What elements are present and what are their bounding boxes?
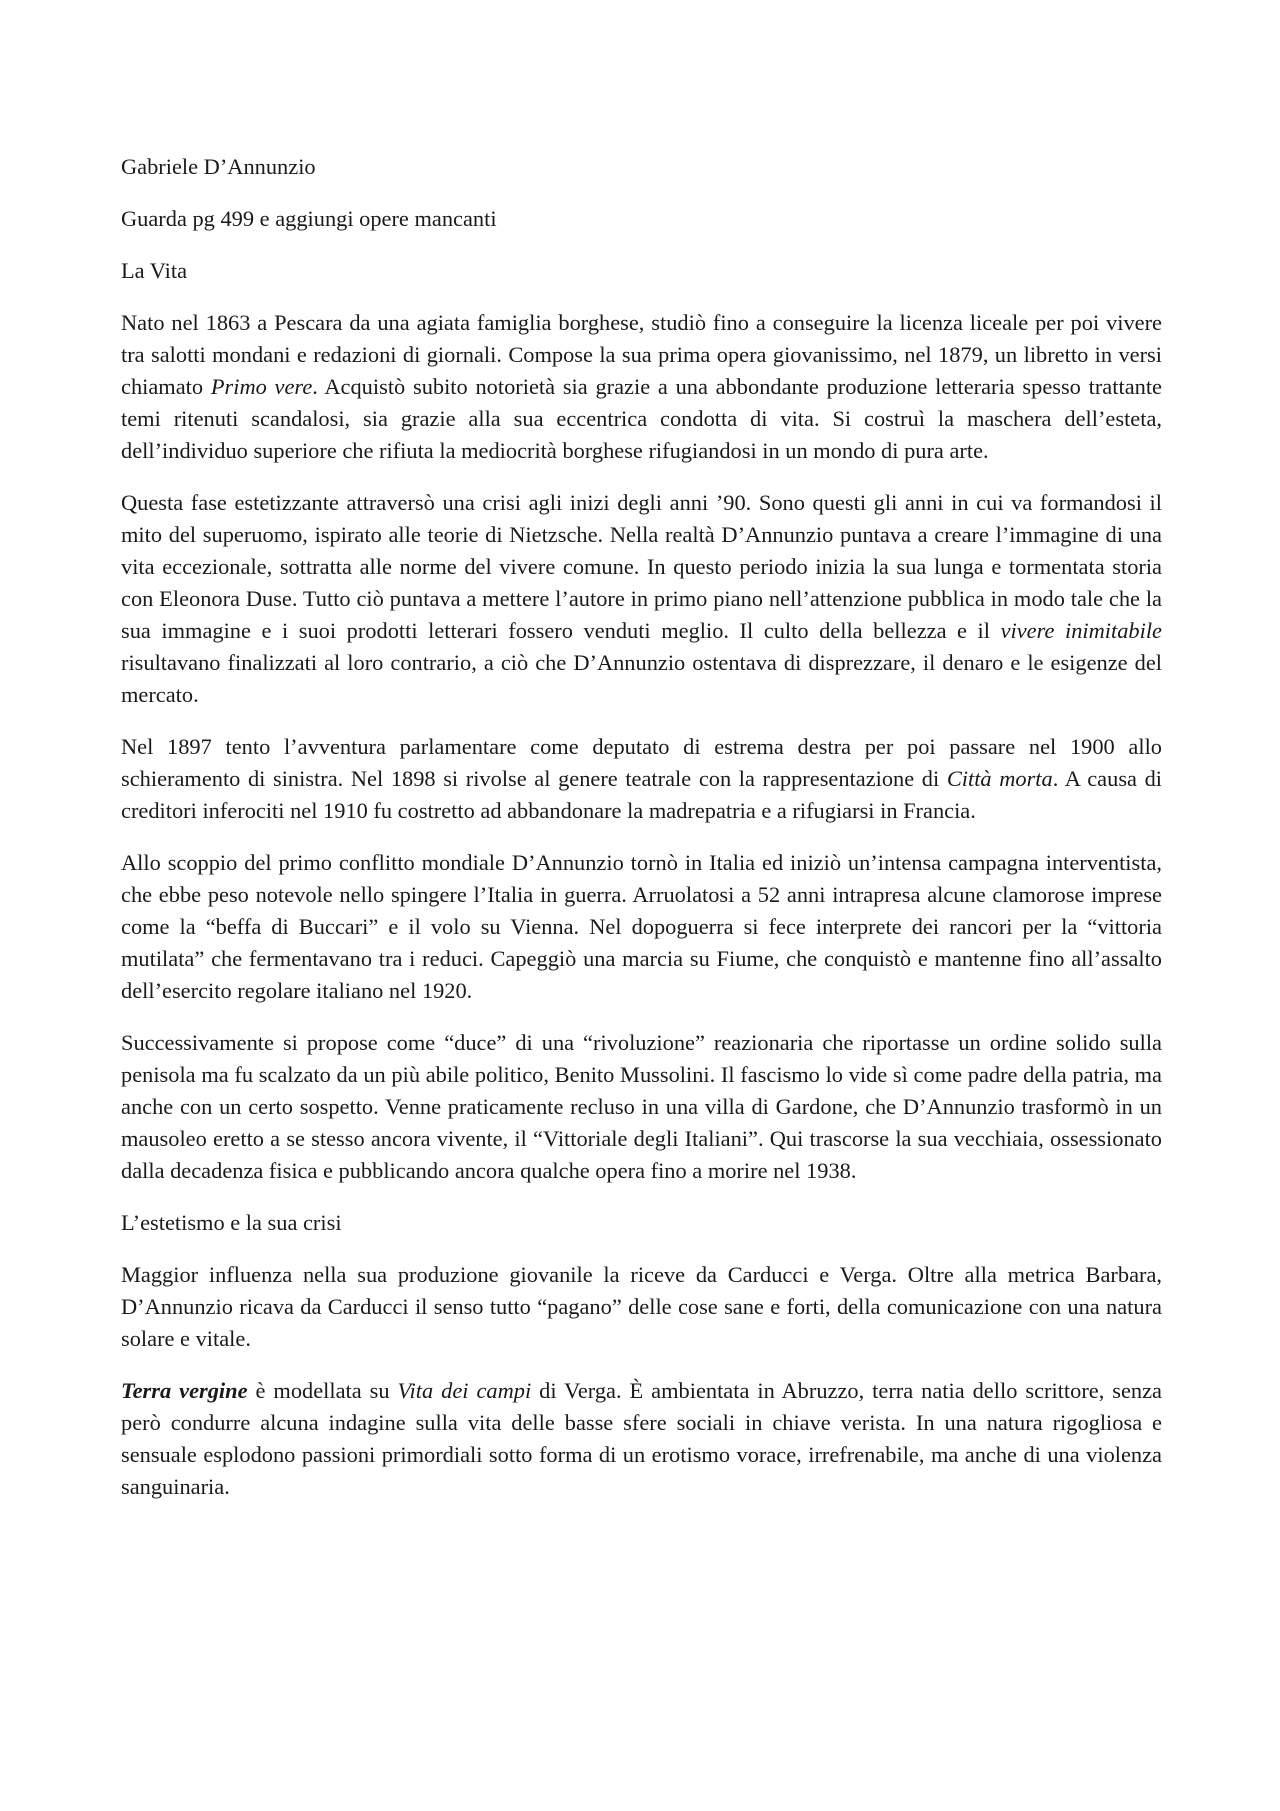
emphasis-vivere-inimitabile: vivere inimitabile [1000,618,1162,643]
paragraph-later-life: Successivamente si propose come “duce” di una “rivoluzione” reazionaria che riportasse un ordine solido sulla penisola ma fu scalzato da un più abile politico, Benito Mussolini. Il fascismo lo vide sì come padre della patria, ma anche con un certo sospetto. Venne praticamente recluso in una villa di Gardone, che D’Annunzio trasformò in un mausoleo eretto a se stesso ancora vivente, il “Vittoriale degli Italiani”. Qui trascorse la sua vecchiaia, ossessionato dalla decadenza fisica e pubblicando ancora qualche opera fino a morire nel 1938. [121,1030,1162,1183]
paragraph-war: Allo scoppio del primo conflitto mondiale D’Annunzio tornò in Italia ed iniziò un’intensa campagna interventista, che ebbe peso notevole nello spingere l’Italia in guerra. Arruolatosi a 52 anni intrapresa alcune clamorose imprese come la “beffa di Buccari” e il volo su Vienna. Nel dopoguerra si fece interprete dei rancori per la “vittoria mutilata” che fermentavano tra i reduci. Capeggiò una marcia su Fiume, che conquistò e mantenne fino all’assalto dell’esercito regolare italiano nel 1920. [121,850,1162,1003]
paragraph-text: Nel 1897 tento l’avventura parlamentare come deputato di estrema destra per poi passare nel 1900 allo schieramento di sinistra. Nel 1898 si rivolse al genere teatrale con la rappresentazione di [121,734,1162,791]
work-title-terra-vergine: Terra vergine [121,1378,248,1403]
paragraph-text: di Verga. È ambientata in Abruzzo, terra natia dello scrittore, senza però condurre alcuna indagine sulla vita delle basse sfere sociali in chiave verista. In una natura rigogliosa e sensuale esplodono passioni primordiali sotto forma di un erotismo vorace, irrefrenabile, ma anche di una violenza sanguinaria. [121,1378,1162,1499]
paragraph-influences: Maggior influenza nella sua produzione giovanile la riceve da Carducci e Verga. Oltre alla metrica Barbara, D’Annunzio ricava da Carducci il senso tutto “pagano” delle cose sane e forti, della comunicazione con una natura solare e vitale. [121,1262,1162,1351]
paragraph-text: è modellata su [247,1378,398,1403]
paragraph-terra-vergine [121,1375,1162,1503]
work-title-vita-dei-campi: Vita dei campi [397,1378,532,1403]
document-title: Gabriele D’Annunzio [121,154,316,179]
paragraph-text: . A causa di creditori inferociti nel 1910 fu costretto ad abbandonare la madrepatria e a rifugiarsi in Francia. [121,766,1162,823]
paragraph-aesthetic-crisis [121,487,1162,711]
document-body [121,151,1162,1523]
paragraph-politics [121,731,1162,827]
section-heading-vita: La Vita [121,258,188,283]
work-title-primo-vere: Primo vere [210,374,313,399]
section-heading-estetismo: L’estetismo e la sua crisi [121,1210,342,1235]
paragraph-text: Questa fase estetizzante attraversò una crisi agli inizi degli anni ’90. Sono questi gli anni in cui va formandosi il mito del superuomo, ispirato alle teorie di Nietzsche. Nella realtà D’Annunzio puntava a creare l’immagine di una vita eccezionale, sottratta alle norme del vivere comune. In questo periodo inizia la sua lunga e tormentata storia con Eleonora Duse. Tutto ciò puntava a mettere l’autore in primo piano nell’attenzione pubblica in modo tale che la sua immagine e i suoi prodotti letterari fossero venduti meglio. Il culto della bellezza e il [121,490,1162,643]
paragraph-text: . Acquistò subito notorietà sia grazie a una abbondante produzione letteraria spesso trattante temi ritenuti scandalosi, sia grazie alla sua eccentrica condotta di vita. Si costruì la maschera dell’esteta, dell’individuo superiore che rifiuta la mediocrità borghese rifugiandosi in un mondo di pura arte. [121,374,1162,463]
work-title-citta-morta: Città morta [946,766,1053,791]
paragraph-text: Nato nel 1863 a Pescara da una agiata famiglia borghese, studiò fino a conseguire la licenza liceale per poi vivere tra salotti mondani e redazioni di giornali. Compose la sua prima opera giovanissimo, nel 1879, un libretto in versi chiamato [121,310,1162,399]
document-note: Guarda pg 499 e aggiungi opere mancanti [121,206,497,231]
paragraph-text: risultavano finalizzati al loro contrario, a ciò che D’Annunzio ostentava di disprezzare, il denaro e le esigenze del mercato. [121,650,1162,707]
paragraph-birth [121,307,1162,467]
